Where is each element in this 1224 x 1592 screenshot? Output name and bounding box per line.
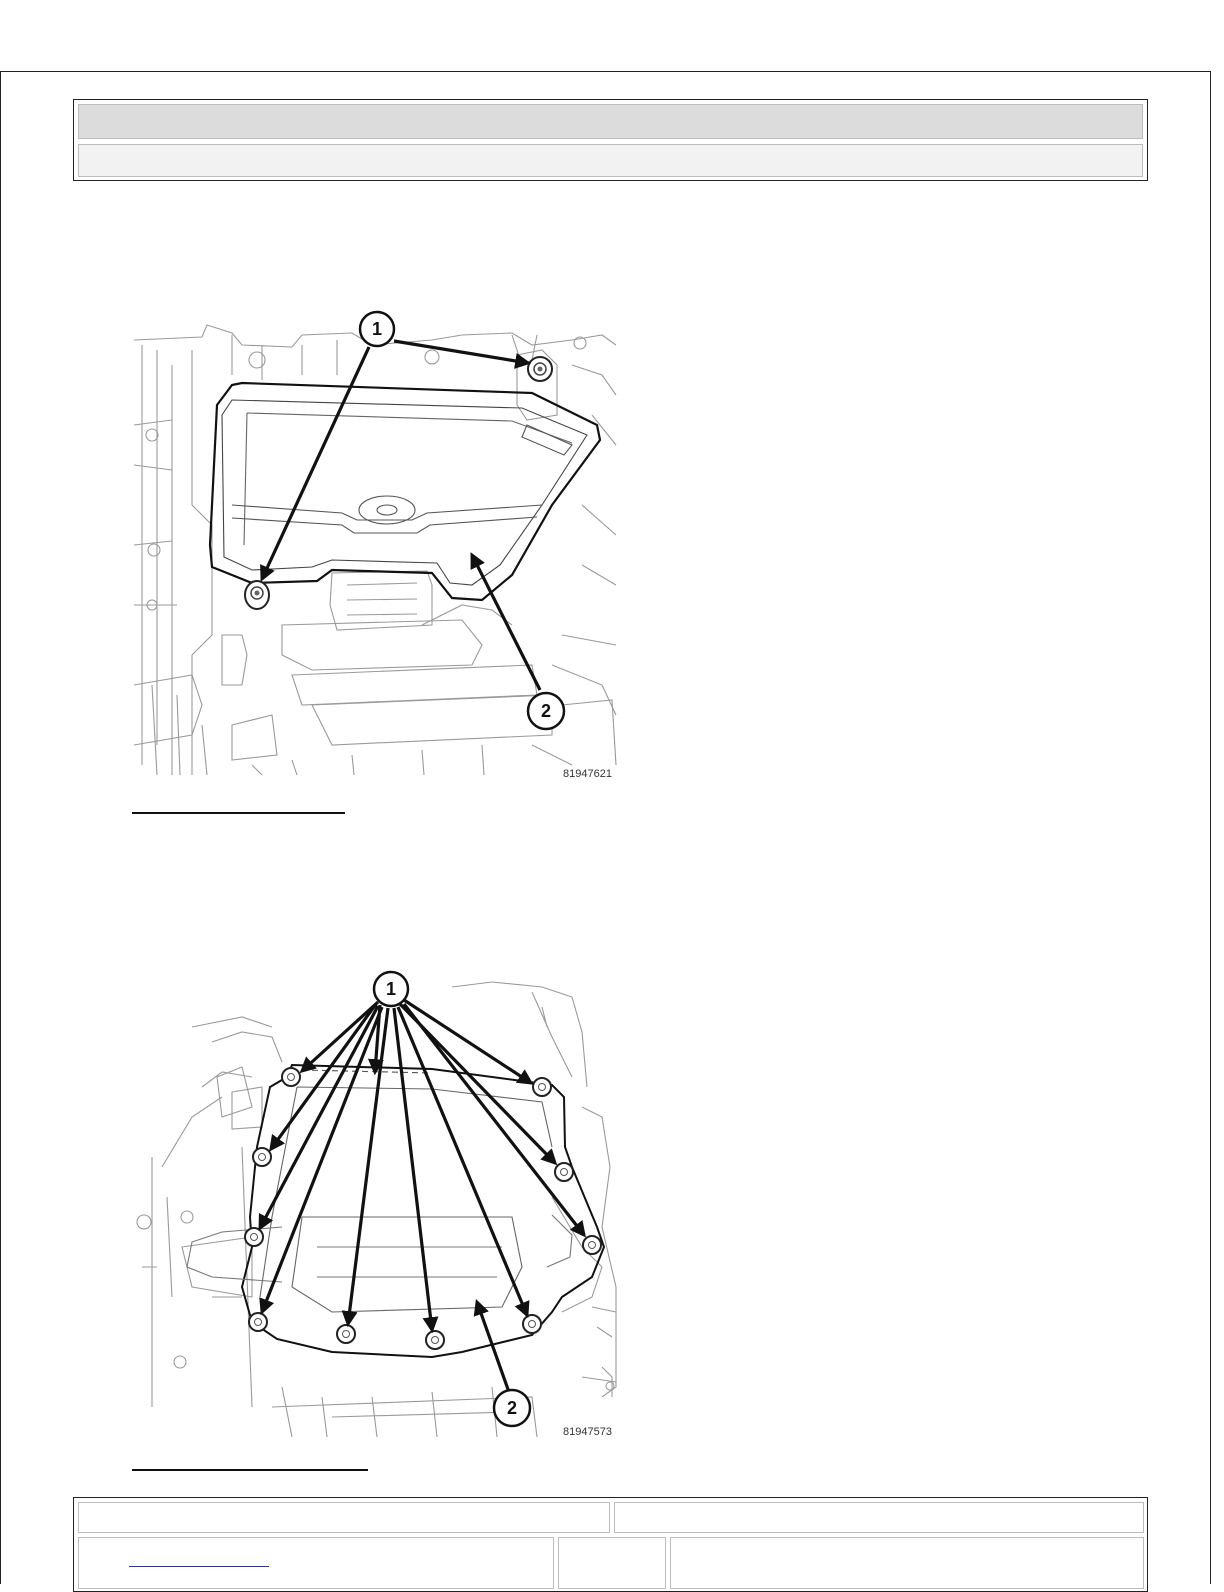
footer-cell	[558, 1537, 666, 1589]
footer-link[interactable]	[129, 1546, 269, 1567]
callout-2-leader	[472, 555, 540, 690]
bolt-icon	[282, 1068, 300, 1086]
bolt-icon	[555, 1163, 573, 1181]
svg-text:2: 2	[540, 701, 552, 721]
bolt-front-icon	[245, 581, 269, 609]
bolt-icon	[583, 1236, 601, 1254]
svg-text:2: 2	[506, 1398, 518, 1418]
bolt-icon	[337, 1325, 355, 1343]
footer-table	[73, 1497, 1148, 1592]
header-table	[73, 99, 1148, 181]
figure-id-label: 81947573	[563, 1426, 612, 1438]
header-title-row	[78, 104, 1143, 139]
figure-2-caption-rule	[132, 1469, 368, 1471]
bolt-icon	[245, 1228, 263, 1246]
figure-id-label: 81947621	[563, 768, 612, 780]
bolt-icon	[533, 1078, 551, 1096]
callout-1-badge	[374, 972, 408, 1006]
bolt-icon	[523, 1315, 541, 1333]
callout-2-badge	[528, 693, 564, 729]
svg-text:1: 1	[371, 319, 383, 339]
figure-pan-removal	[132, 305, 618, 785]
bolt-icon	[249, 1313, 267, 1331]
footer-cell	[670, 1537, 1144, 1589]
bolt-icon	[426, 1331, 444, 1349]
footer-cell	[78, 1502, 610, 1533]
bolt-icon	[253, 1148, 271, 1166]
figure-pan-bolt-pattern-illustration	[132, 967, 618, 1443]
callout-1-badge	[360, 312, 394, 346]
callout-2-badge	[494, 1390, 530, 1426]
bolt-rear-icon	[528, 357, 552, 381]
callout-1-leaders	[260, 1000, 584, 1330]
svg-text:1: 1	[385, 979, 397, 999]
callout-1-leader-front	[262, 347, 369, 579]
callout-1-leader-rear	[394, 341, 528, 363]
oil-pan	[187, 1065, 604, 1357]
figure-pan-removal-illustration	[132, 305, 618, 785]
figure-1-caption-rule	[132, 812, 345, 814]
figure-pan-bolt-pattern	[132, 967, 618, 1443]
callout-2-leader	[477, 1302, 510, 1395]
footer-cell	[614, 1502, 1144, 1533]
footer-nav-cell	[78, 1537, 554, 1589]
header-subtitle-row	[78, 144, 1143, 177]
